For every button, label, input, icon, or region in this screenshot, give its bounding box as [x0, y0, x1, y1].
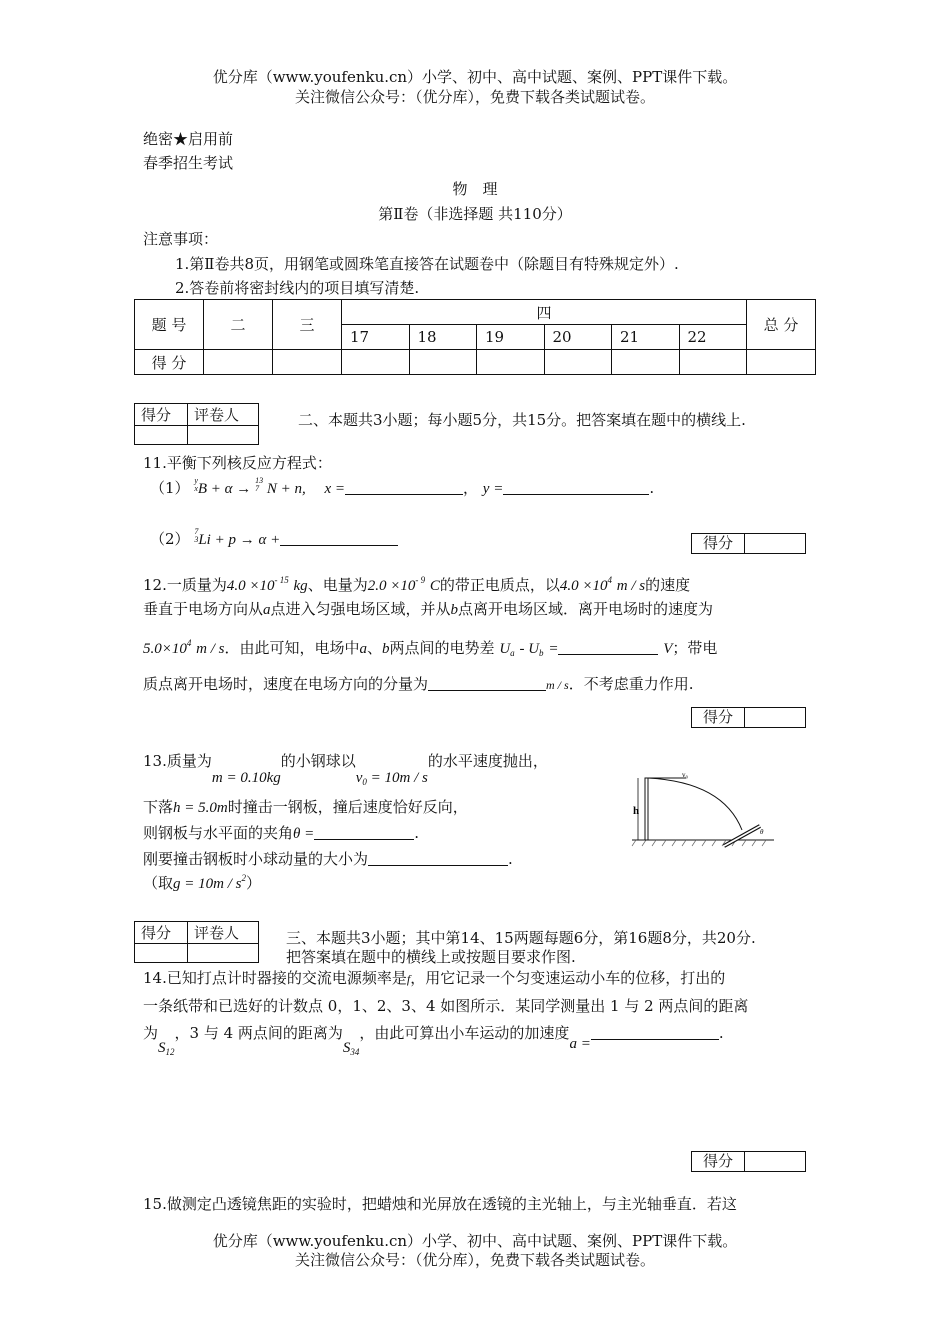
section3-intro-2: 把答案填在题中的横线上或按题目要求作图.: [286, 948, 576, 966]
score-table-col-4: 四: [342, 300, 747, 325]
q12-volt-unit: V: [663, 641, 673, 657]
score-box-value[interactable]: [745, 708, 805, 727]
score-table-col-2: 二: [204, 300, 273, 350]
q13-mass: m = 0.10kg: [211, 770, 281, 786]
footer-line-1: 优分库（www.youfenku.cn）小学、初中、高中试题、案例、PPT课件下载。: [212, 1232, 738, 1250]
ground-hatch: [632, 840, 766, 846]
notice-item-1: 1.第Ⅱ卷共8页，用钢笔或圆珠笔直接答在试题卷中（除题目有特殊规定外）.: [175, 255, 679, 273]
q12-exit-velocity-exp: 4: [186, 638, 192, 648]
q12-mass-unit: kg: [293, 578, 308, 594]
q11-part1: （1） y xB + α → 13 7 N + n, x = ， y = .: [150, 476, 655, 497]
section3-intro-1: 三、本题共3小题；其中第14、15两题每题6分，第16题8分，共20分.: [286, 929, 756, 947]
q11-p2-eq: Li + p → α +: [198, 532, 281, 548]
q12-charge-unit: C: [429, 578, 440, 594]
q12-point-a: a: [359, 641, 368, 657]
q11-y-blank[interactable]: [503, 480, 649, 495]
notice-item-2: 2.答卷前将密封线内的项目填写清楚.: [175, 279, 420, 297]
score-cell[interactable]: [273, 350, 342, 375]
height-label: h: [633, 805, 640, 817]
score-table-score-label: 得 分: [135, 350, 204, 375]
q14-line-1: [143, 967, 725, 988]
grader-score-label: 得分: [135, 404, 188, 426]
score-cell[interactable]: [477, 350, 545, 375]
score-box-q12: [691, 707, 806, 728]
q14-text: 为: [143, 1024, 159, 1042]
section2-intro: 二、本题共3小题；每小题5分，共15分。把答案填在题中的横线上.: [298, 411, 746, 429]
score-table-sub-col: 17: [342, 325, 410, 350]
q13-height: h = 5.0m: [173, 800, 228, 816]
q12-exit-velocity-unit: m / s: [196, 641, 225, 657]
grader-score-cell[interactable]: [135, 944, 188, 963]
q13-angle-blank[interactable]: [314, 825, 414, 840]
q14-accel-blank[interactable]: [591, 1025, 719, 1040]
q13-v0-value: = 10m / s: [370, 770, 428, 786]
q12-text: ；带电: [672, 639, 718, 657]
score-box-label: 得分: [692, 534, 745, 553]
q15-line-1: 15.做测定凸透镜焦距的实验时，把蜡烛和光屏放在透镜的主光轴上，与主光轴垂直．若这: [143, 1195, 737, 1213]
q11-x-blank[interactable]: [345, 480, 463, 495]
q13-line-3: 则钢板与水平面的夹角θ = .: [143, 824, 420, 842]
q12-mass-exp: - 15: [274, 575, 289, 585]
q11-y-label: y =: [482, 481, 504, 497]
q12-point-a: a: [263, 602, 271, 618]
q13-text: 时撞击一钢板，撞后速度恰好反向，: [227, 798, 468, 816]
q11-p1-label: （1）: [150, 479, 190, 497]
score-cell[interactable]: [409, 350, 477, 375]
q12-text: 点进入匀强电场区域，并从: [270, 600, 451, 618]
grader-score-cell[interactable]: [135, 426, 188, 445]
q13-text: 下落: [143, 798, 174, 816]
grader-label: 评卷人: [188, 922, 259, 944]
subject-title: 物 理: [452, 180, 498, 198]
q12-line-1: [143, 574, 690, 595]
q12-u-minus: - U: [519, 641, 540, 657]
q12-text: 12.一质量为: [143, 576, 227, 594]
q12-text: 的速度: [645, 576, 691, 594]
q11-p1-eq: B + α →: [197, 481, 256, 497]
q14-text: ，用它记录一个匀变速运动小车的位移，打出的: [410, 969, 726, 987]
score-cell[interactable]: [747, 350, 816, 375]
grader-name-cell[interactable]: [188, 944, 259, 963]
q11-p1-eq2: N + n,: [263, 481, 306, 497]
score-table-sub-col: 19: [477, 325, 545, 350]
q14-text: ，由此可算出小车运动的加速度: [359, 1024, 570, 1042]
q12-u: U: [499, 641, 511, 657]
tower: [645, 778, 648, 840]
paper-title: 第Ⅱ卷（非选择题 共110分）: [378, 205, 572, 223]
q13-line-1: [143, 750, 548, 787]
q11-p2-label: （2）: [150, 530, 190, 548]
q12-point-b: b: [450, 602, 459, 618]
q12-text: 点离开电场区域．离开电场时的速度为: [458, 600, 714, 618]
q12-charge: 2.0 ×10: [367, 578, 416, 594]
q12-text: 、: [367, 639, 383, 657]
header-line-2: 关注微信公众号：（优分库），免费下载各类试题试卷。: [294, 88, 655, 106]
q12-voltage-blank[interactable]: [558, 640, 658, 655]
q13-text: 的水平速度抛出，: [427, 752, 548, 770]
q12-text: 的带正电质点，以: [439, 576, 560, 594]
q14-s34: S: [342, 1040, 351, 1056]
score-box-label: 得分: [692, 1152, 745, 1171]
q13-gravity-exp: 2: [241, 873, 246, 883]
q13-gravity: g = 10m / s: [173, 876, 242, 892]
q13-momentum-blank[interactable]: [368, 851, 508, 866]
grader-label: 评卷人: [188, 404, 259, 426]
score-box-label: 得分: [692, 708, 745, 727]
q12-text: 两点间的电势差: [389, 639, 495, 657]
score-table-sub-col: 20: [544, 325, 612, 350]
q11-x-label: x =: [324, 481, 346, 497]
grader-score-label: 得分: [135, 922, 188, 944]
q12-line-2: [143, 598, 713, 619]
score-box-q11: [691, 533, 806, 554]
grader-box-3: [134, 921, 259, 963]
q14-line-2: 一条纸带和已选好的计数点 0，1、2、3、4 如图所示．某同学测量出 1 与 2 两点间的距离: [143, 997, 749, 1015]
q13-text: 则钢板与水平面的夹角: [143, 824, 294, 842]
q13-text: （取: [143, 874, 174, 892]
q14-line-3: 为$S_{12}$，3 与 4 两点间的距离为$S_{34}$，由此可算出小车运动的加速度a =.: [143, 1024, 724, 1057]
q13-v0-sub: 0: [362, 777, 367, 787]
score-table-sub-col: 22: [679, 325, 747, 350]
q12-text: 质点离开电场时，速度在电场方向的分量为: [143, 675, 429, 693]
q11-part2: （2） 7 3Li + p → α +: [150, 528, 398, 549]
q12-velocity-unit: m / s: [616, 578, 646, 594]
q11-stem: 11.平衡下列核反应方程式：: [143, 454, 332, 472]
q12-line-3: [143, 637, 717, 658]
projectile-figure: [628, 768, 778, 852]
score-table-total: 总 分: [747, 300, 816, 350]
q12-velocity: 4.0 ×10: [559, 578, 608, 594]
score-cell[interactable]: [612, 350, 680, 375]
q13-line-4: 刚要撞击钢板时小球动量的大小为 .: [143, 850, 513, 868]
q14-frequency: f: [406, 972, 411, 986]
score-table-col-3: 三: [273, 300, 342, 350]
theta-label: θ: [760, 828, 764, 836]
q14-s12: S: [158, 1040, 166, 1056]
notice-title: 注意事项：: [143, 230, 219, 248]
q12-unit: m / s: [546, 678, 569, 692]
q11-p2-blank[interactable]: [280, 531, 398, 546]
trajectory: [648, 778, 742, 830]
q12-exit-velocity: 5.0×10: [143, 641, 187, 657]
score-table-sub-col: 21: [612, 325, 680, 350]
q13-text: 刚要撞击钢板时小球动量的大小为: [143, 850, 369, 868]
score-cell[interactable]: [679, 350, 747, 375]
q13-line-2: [143, 796, 468, 817]
q13-text: ）: [245, 874, 261, 892]
score-cell[interactable]: [342, 350, 410, 375]
q12-mass: 4.0 ×10: [226, 578, 275, 594]
q13-v0: v: [355, 770, 363, 786]
q12-text: ．不考虑重力作用.: [568, 675, 694, 693]
grader-box-2: [134, 403, 259, 445]
q14-text: 14.已知打点计时器接的交流电源频率是: [143, 969, 407, 987]
q12-point-b: b: [382, 641, 390, 657]
q14-s12-sub: 12: [165, 1047, 175, 1057]
q12-charge-exp: - 9: [415, 575, 426, 585]
score-cell[interactable]: [544, 350, 612, 375]
grader-name-cell[interactable]: [188, 426, 259, 445]
exam-name: 春季招生考试: [143, 154, 234, 172]
score-table: [134, 299, 816, 375]
q13-line-5: [143, 872, 261, 893]
secret-label: 绝密★启用前: [143, 130, 234, 148]
q13-theta: θ =: [293, 826, 315, 842]
score-table-sub-col: 18: [409, 325, 477, 350]
v0-label: v₀: [682, 771, 688, 779]
footer-line-2: 关注微信公众号：（优分库），免费下载各类试题试卷。: [294, 1251, 655, 1269]
q12-text: 、电量为: [307, 576, 368, 594]
q12-eq: =: [548, 641, 559, 657]
q14-s34-sub: 34: [350, 1047, 360, 1057]
q12-text: ．由此可知，电场中: [224, 639, 360, 657]
score-cell[interactable]: [204, 350, 273, 375]
q12-velocity-blank[interactable]: [428, 676, 546, 691]
q13-text: 13.质量为: [143, 752, 212, 770]
q14-text: ，3 与 4 两点间的距离为: [174, 1024, 343, 1042]
q12-velocity-exp: 4: [607, 575, 613, 585]
q12-u-sub: a: [510, 648, 515, 658]
q13-text: 的小钢球以: [280, 752, 356, 770]
score-box-value[interactable]: [745, 1152, 805, 1171]
score-table-row-label: 题 号: [135, 300, 204, 350]
q12-text: 垂直于电场方向从: [143, 600, 264, 618]
score-box-q15: [691, 1151, 806, 1172]
header-line-1: 优分库（www.youfenku.cn）小学、初中、高中试题、案例、PPT课件下载。: [212, 68, 738, 86]
score-box-value[interactable]: [745, 534, 805, 553]
q14-accel-label: a =: [569, 1036, 591, 1052]
q12-u-sub: b: [539, 648, 544, 658]
q12-line-4: [143, 673, 693, 694]
